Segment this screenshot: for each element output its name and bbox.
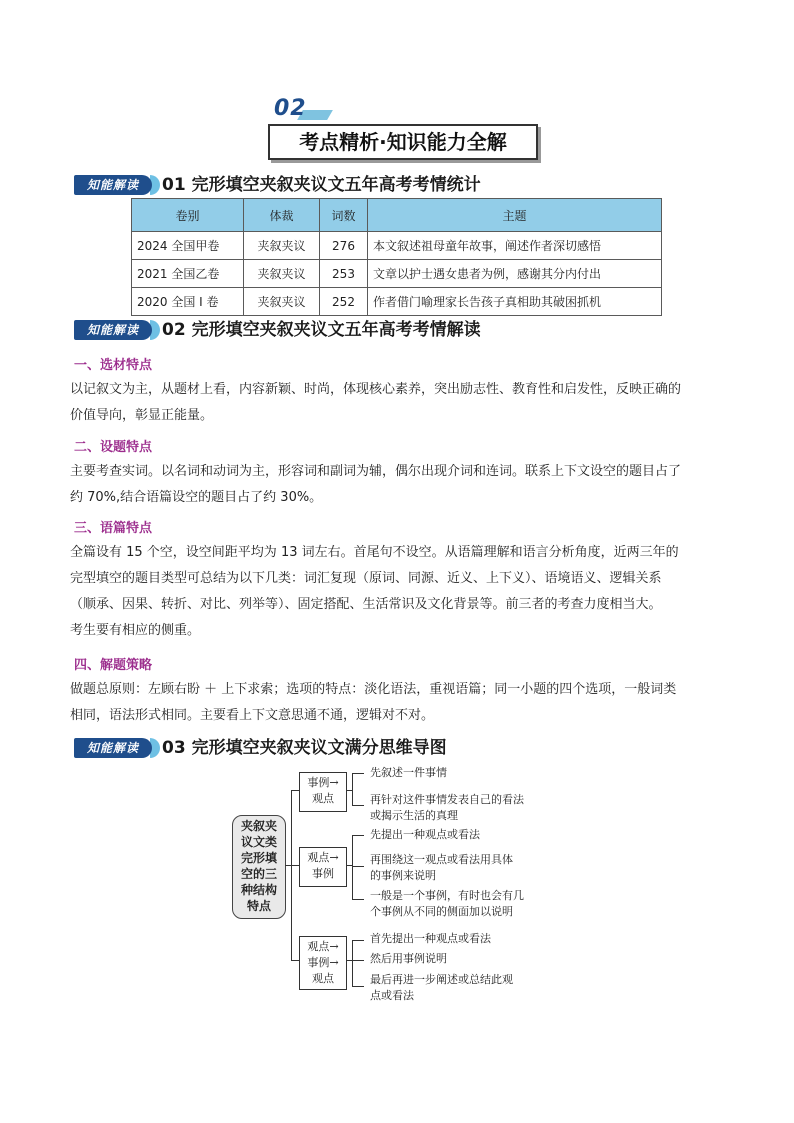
branch-label: 事例→ (307, 776, 339, 789)
text-line: 主要考查实词。以名词和动词为主，形容词和副词为辅，偶尔出现介词和连词。联系上下文设空的题目占了 (70, 464, 682, 479)
text-line: 以记叙文为主，从题材上看，内容新颖、时尚，体现核心素养，突出励志性、教育性和启发性，反映正确的 (70, 382, 682, 397)
section-badge: 知能解读 (74, 320, 152, 340)
connector (352, 940, 353, 986)
section-title: 01 完形填空夹叙夹议文五年高考考情统计 (162, 175, 481, 195)
leaf-text: 一般是一个事例，有时也会有几 (370, 889, 524, 902)
branch-label: 观点 (312, 972, 334, 985)
root-line: 议文类 (240, 835, 277, 849)
table-cell: 276 (320, 232, 368, 260)
mindmap-branch (299, 772, 347, 812)
mindmap-branch (299, 936, 347, 990)
connector (352, 805, 364, 806)
section-title: 03 完形填空夹叙夹议文满分思维导图 (162, 738, 447, 758)
leaf-text: 个事例从不同的侧面加以说明 (370, 905, 513, 918)
root-line: 完形填 (240, 851, 277, 865)
table-cell: 作者借门喻理家长告孩子真相助其破困抓机 (368, 288, 662, 316)
section-badge: 知能解读 (74, 175, 152, 195)
subheading: 一、选材特点 (74, 358, 153, 373)
connector (352, 960, 364, 961)
leaf-text: 先提出一种观点或看法 (370, 828, 480, 841)
mindmap-leaf (370, 827, 480, 843)
leaf-text: 最后再进一步阐述或总结此观 (370, 973, 513, 986)
table-cell: 本文叙述祖母童年故事，阐述作者深切感悟 (368, 232, 662, 260)
leaf-text: 再围绕这一观点或看法用具体 (370, 853, 513, 866)
mindmap-leaf (370, 765, 447, 781)
connector (352, 940, 364, 941)
branch-label: 观点→ (307, 851, 339, 864)
branch-label: 观点→ (307, 940, 339, 953)
branch-label: 观点 (312, 792, 334, 805)
subheading: 四、解题策略 (74, 658, 153, 673)
column-header: 主题 (368, 199, 662, 232)
root-line: 夹叙夹 (240, 819, 277, 833)
table-cell: 253 (320, 260, 368, 288)
connector (352, 773, 353, 805)
connector (291, 790, 292, 960)
root-line: 空的三 (240, 867, 277, 881)
mindmap-leaf (370, 931, 491, 947)
mindmap-leaf (370, 852, 513, 884)
table-cell: 2020 全国 I 卷 (132, 288, 244, 316)
leaf-text: 点或看法 (370, 989, 414, 1002)
leaf-text: 首先提出一种观点或看法 (370, 932, 491, 945)
table-cell: 夹叙夹议 (244, 288, 320, 316)
subheading: 三、语篇特点 (74, 521, 153, 536)
connector (352, 986, 364, 987)
connector (352, 835, 353, 899)
root-line: 种结构 (240, 883, 277, 897)
column-header: 词数 (320, 199, 368, 232)
mindmap-leaf (370, 972, 513, 1004)
section-number: 02 (274, 96, 307, 121)
text-line: 约 70%,结合语篇设空的题目占了约 30%。 (70, 490, 323, 505)
table-cell: 夹叙夹议 (244, 260, 320, 288)
text-line: 相同，语法形式相同。主要看上下文意思通不通，逻辑对不对。 (70, 708, 435, 723)
mindmap-leaf (370, 951, 447, 967)
mindmap-leaf (370, 792, 524, 824)
branch-label: 事例 (312, 867, 334, 880)
table-cell: 252 (320, 288, 368, 316)
table-cell: 夹叙夹议 (244, 232, 320, 260)
connector (291, 960, 299, 961)
connector (291, 790, 299, 791)
connector (352, 866, 364, 867)
table-cell: 文章以护士遇女患者为例，感谢其分内付出 (368, 260, 662, 288)
column-header: 体裁 (244, 199, 320, 232)
leaf-text: 先叙述一件事情 (370, 766, 447, 779)
text-line: （顺承、因果、转折、对比、列举等）、固定搭配、生活常识及文化背景等。前三者的考查力度相当大。 (70, 597, 662, 612)
leaf-text: 然后用事例说明 (370, 952, 447, 965)
branch-label: 事例→ (307, 956, 339, 969)
leaf-text: 的事例来说明 (370, 869, 436, 882)
text-line: 价值导向，彰显正能量。 (70, 408, 214, 423)
subheading: 二、设题特点 (74, 440, 153, 455)
connector (352, 899, 364, 900)
root-line: 特点 (246, 899, 271, 913)
text-line: 做题总原则：左顾右盼 ＋ 上下求索；选项的特点：淡化语法，重视语篇；同一小题的四个选项，一般词类 (70, 682, 677, 697)
section-badge: 知能解读 (74, 738, 152, 758)
mindmap-branch (299, 847, 347, 887)
connector (291, 865, 299, 866)
mindmap-leaf (370, 888, 524, 920)
column-header: 卷别 (132, 199, 244, 232)
page-title: 考点精析·知识能力全解 (299, 130, 507, 154)
text-line: 考生要有相应的侧重。 (70, 623, 201, 638)
connector (352, 773, 364, 774)
table-cell: 2024 全国甲卷 (132, 232, 244, 260)
mindmap-root (232, 815, 286, 919)
section-title: 02 完形填空夹叙夹议文五年高考考情解读 (162, 320, 481, 340)
text-line: 完型填空的题目类型可总结为以下几类：词汇复现（原词、同源、近义、上下义）、语境语义、逻辑关系 (70, 571, 662, 586)
table-cell: 2021 全国乙卷 (132, 260, 244, 288)
connector (352, 835, 364, 836)
leaf-text: 再针对这件事情发表自己的看法 (370, 793, 524, 806)
leaf-text: 或揭示生活的真理 (370, 809, 458, 822)
text-line: 全篇设有 15 个空，设空间距平均为 13 词左右。首尾句不设空。从语篇理解和语言分析角度，近两三年的 (70, 545, 679, 560)
